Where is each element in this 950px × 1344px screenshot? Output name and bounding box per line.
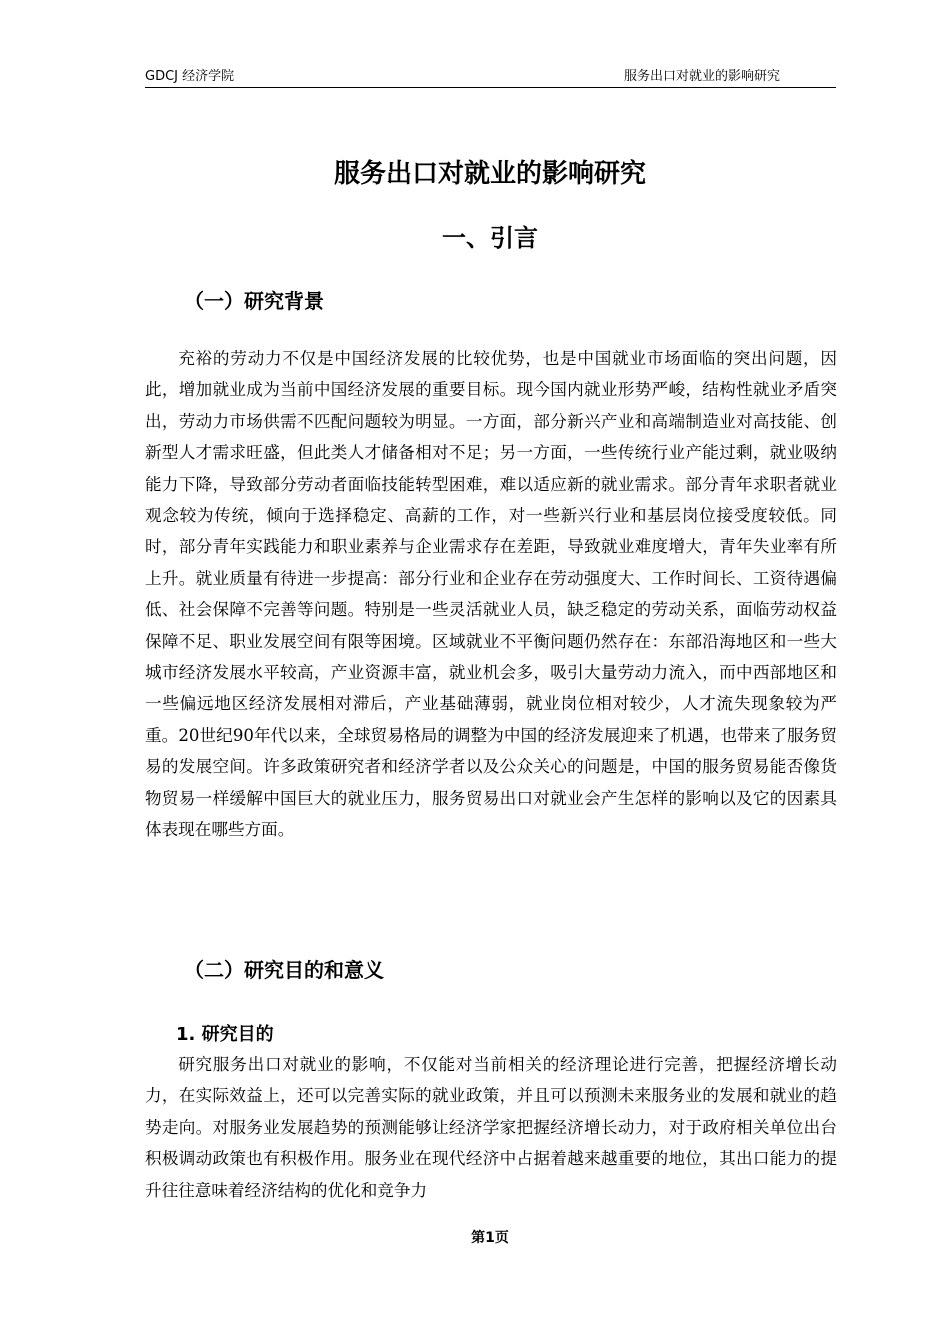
page-number: 第1页: [471, 1230, 509, 1246]
background-paragraph: 充裕的劳动力不仅是中国经济发展的比较优势，也是中国就业市场面临的突出问题，因此，增加就业成为当前中国经济发展的重要目标。现今国内就业形势严峻，结构性就业矛盾突出，劳动力市场供需不匹配问题较为明显。一方面，部分新兴产业和高端制造业对高技能、创新型人才需求旺盛，但此类人才储备相对不足；另一方面，一些传统行业产能过剩，就业吸纳能力下降，导致部分劳动者面临技能转型困难，难以适应新的就业需求。部分青年求职者就业观念较为传统，倾向于选择稳定、高薪的工作，对一些新兴行业和基层岗位接受度较低。同时，部分青年实践能力和职业素养与企业需求存在差距，导致就业难度增大，青年失业率有所上升。就业质量有待进一步提高：部分行业和企业存在劳动强度大、工作时间长、工资待遇偏低、社会保障不完善等问题。特别是一些灵活就业人员，缺乏稳定的劳动关系，面临劳动权益保障不足、职业发展空间有限等困境。区域就业不平衡问题仍然存在：东部沿海地区和一些大城市经济发展水平较高，产业资源丰富，就业机会多，吸引大量劳动力流入，而中西部地区和一些偏远地区经济发展相对滞后，产业基础薄弱，就业岗位相对较少，人才流失现象较为严重。20世纪90年代以来，全球贸易格局的调整为中国的经济发展迎来了机遇，也带来了服务贸易的发展空间。许多政策研究者和经济学者以及公众关心的问题是，中国的服务贸易能否像货物贸易一样缓解中国巨大的就业压力，服务贸易出口对就业会产生怎样的影响以及它的因素具体表现在哪些方面。: [145, 349, 837, 840]
research-purpose-paragraph: 研究服务出口对就业的影响，不仅能对当前相关的经济理论进行完善，把握经济增长动力，在实际效益上，还可以完善实际的就业政策，并且可以预测未来服务业的发展和就业的趋势走向。对服务业发展趋势的预测能够让经济学家把握经济增长动力，对于政府相关单位出台积极调动政策也有积极作用。服务业在现代经济中占据着越来越重要的地位，其出口能力的提升往往意味着经济结构的优化和竞争力: [145, 1055, 837, 1200]
header-institution: GDCJ 经济学院: [145, 69, 235, 84]
subsection-heading-purpose-significance: （二）研究目的和意义: [184, 958, 384, 982]
document-title: 服务出口对就业的影响研究: [333, 159, 646, 189]
page-header: [145, 68, 836, 88]
subsection-heading-background: （一）研究背景: [184, 289, 324, 313]
header-running-title: 服务出口对就业的影响研究: [623, 69, 780, 84]
section-heading-introduction: 一、引言: [442, 224, 538, 252]
subsubsection-heading-research-purpose: 1. 研究目的: [176, 1024, 274, 1045]
